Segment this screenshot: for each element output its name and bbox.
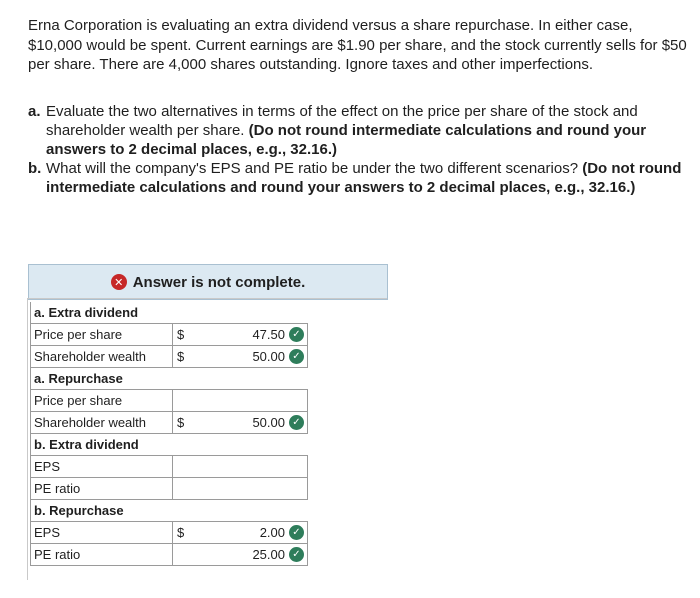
- row-label: Price per share: [31, 324, 173, 346]
- check-circle-icon: ✓: [289, 525, 304, 540]
- answer-input[interactable]: [173, 346, 308, 368]
- answer-input[interactable]: [173, 522, 308, 544]
- answer-table: [30, 302, 308, 566]
- row-label: EPS: [31, 456, 173, 478]
- table-section-header: [31, 500, 308, 522]
- question-b-instruction: (Do not round intermediate calculations and round your answers to 2 decimal places, e.g., 32.16.): [46, 160, 682, 196]
- section-divider-top: [27, 298, 387, 299]
- answer-value: 47.50: [252, 327, 285, 342]
- table-section-header: [31, 302, 308, 324]
- answer-value: 2.00: [259, 525, 285, 540]
- table-row: [31, 522, 308, 544]
- check-circle-icon: ✓: [289, 349, 304, 364]
- table-row: [31, 346, 308, 368]
- row-label: EPS: [31, 522, 173, 544]
- answer-status-text: Answer is not complete.: [132, 273, 306, 291]
- answer-value: 25.00: [252, 547, 285, 562]
- currency-symbol: $: [177, 327, 185, 342]
- table-section-header: [31, 434, 308, 456]
- currency-symbol: $: [177, 349, 185, 364]
- question-b-text: What will the company's EPS and PE ratio be under the two different scenarios?: [46, 160, 579, 177]
- table-row: [31, 456, 308, 478]
- answer-input[interactable]: [173, 412, 308, 434]
- section-divider-left: [27, 298, 28, 580]
- table-row: [31, 324, 308, 346]
- table-section-header: [31, 368, 308, 390]
- table-row: [31, 478, 308, 500]
- question-a: [28, 102, 688, 159]
- section-header-label: a. Repurchase: [31, 368, 173, 390]
- answer-value: 50.00: [252, 349, 285, 364]
- answer-input[interactable]: [173, 324, 308, 346]
- answer-value: 50.00: [252, 415, 285, 430]
- check-circle-icon: ✓: [289, 327, 304, 342]
- answer-input[interactable]: [173, 544, 308, 566]
- row-label: PE ratio: [31, 478, 173, 500]
- check-circle-icon: ✓: [289, 547, 304, 562]
- question-a-label: a.: [28, 103, 41, 120]
- question-a-instruction: (Do not round intermediate calculations and round your answers to 2 decimal places, e.g., 32.16.): [46, 122, 647, 158]
- currency-symbol: $: [177, 415, 185, 430]
- question-b: [28, 159, 688, 197]
- section-header-label: a. Extra dividend: [31, 302, 173, 324]
- question-a-text: Evaluate the two alternatives in terms of the effect on the price per share of the stock and shareholder wealth per share.: [46, 103, 638, 139]
- table-row: [31, 390, 308, 412]
- answer-input[interactable]: [173, 390, 308, 412]
- row-label: Shareholder wealth: [31, 346, 173, 368]
- question-b-label: b.: [28, 160, 42, 177]
- answer-status-banner: [28, 264, 388, 300]
- row-label: Price per share: [31, 390, 173, 412]
- section-header-label: b. Repurchase: [31, 500, 173, 522]
- section-header-label: b. Extra dividend: [31, 434, 173, 456]
- check-circle-icon: ✓: [289, 415, 304, 430]
- currency-symbol: $: [177, 525, 185, 540]
- x-circle-icon: ✕: [111, 274, 127, 290]
- answer-input[interactable]: [173, 478, 308, 500]
- row-label: Shareholder wealth: [31, 412, 173, 434]
- table-row: [31, 412, 308, 434]
- row-label: PE ratio: [31, 544, 173, 566]
- answer-input[interactable]: [173, 456, 308, 478]
- question-list: [28, 102, 688, 197]
- table-row: [31, 544, 308, 566]
- problem-statement: Erna Corporation is evaluating an extra dividend versus a share repurchase. In either case, $10,000 would be spent. Current earnings are $1.90 per share, and the stock currently sells for $50 per share. There are 4,000 shares outstanding. Ignore taxes and other imperfections.: [28, 17, 687, 73]
